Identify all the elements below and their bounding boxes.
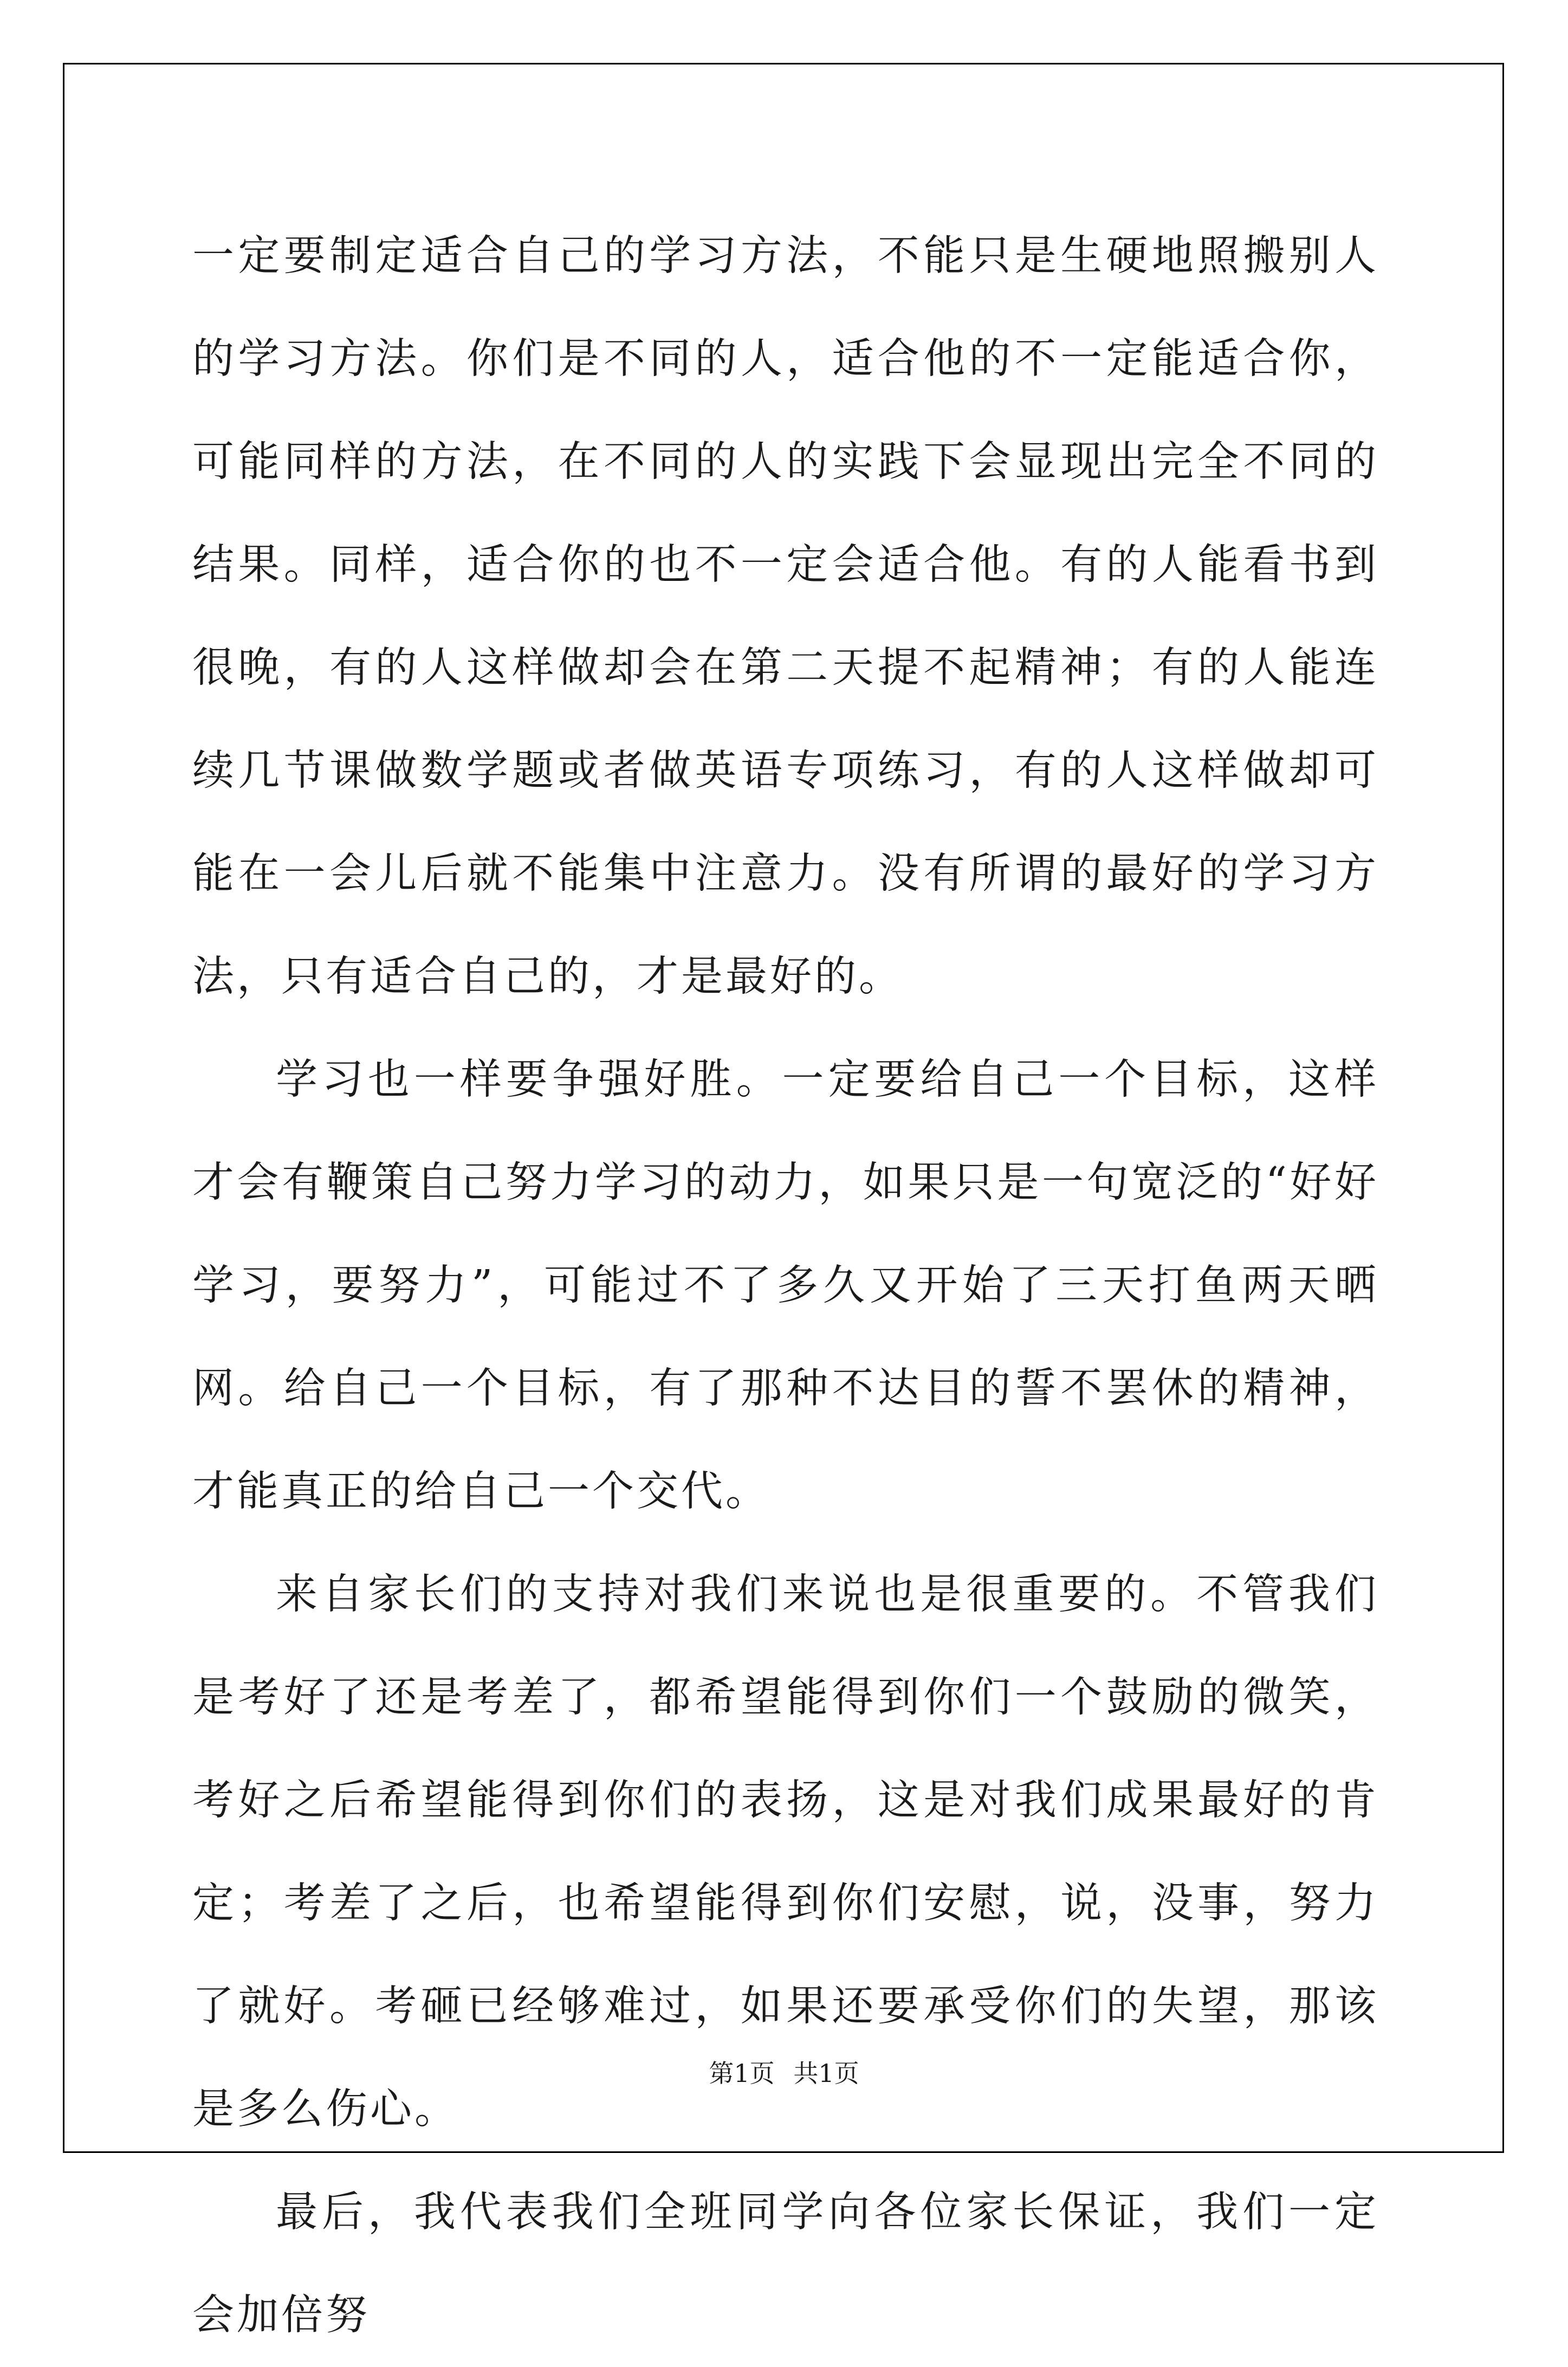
paragraph-2: 学习也一样要争强好胜。一定要给自己一个目标，这样才会有鞭策自己努力学习的动力，如果只是一句宽泛的“好好学习，要努力”，可能过不了多久又开始了三天打鱼两天晒网。给自己一个目标，有了那种不达目的誓不罢休的精神，才能真正的给自己一个交代。 <box>192 1056 1379 1516</box>
page-total: 共1页 <box>793 2059 859 2088</box>
page-number: 第1页 <box>709 2059 775 2088</box>
document-body <box>192 205 1379 2367</box>
paragraph-3: 来自家长们的支持对我们来说也是很重要的。不管我们是考好了还是考差了，都希望能得到你们一个鼓励的微笑，考好之后希望能得到你们的表扬，这是对我们成果最好的肯定；考差了之后，也希望能得到你们安慰，说，没事，努力了就好。考砸已经够难过，如果还要承受你们的失望，那该是多么伤心。 <box>192 1570 1379 2133</box>
paragraph-4: 最后，我代表我们全班同学向各位家长保证，我们一定会加倍努 <box>192 2188 1379 2339</box>
paragraph-1: 一定要制定适合自己的学习方法，不能只是生硬地照搬别人的学习方法。你们是不同的人，适合他的不一定能适合你，可能同样的方法，在不同的人的实践下会显现出完全不同的结果。同样，适合你的也不一定会适合他。有的人能看书到很晚，有的人这样做却会在第二天提不起精神；有的人能连续几节课做数学题或者做英语专项练习，有的人这样做却可能在一会儿后就不能集中注意力。没有所谓的最好的学习方法，只有适合自己的，才是最好的。 <box>192 232 1379 1001</box>
page-footer <box>0 2054 1568 2090</box>
